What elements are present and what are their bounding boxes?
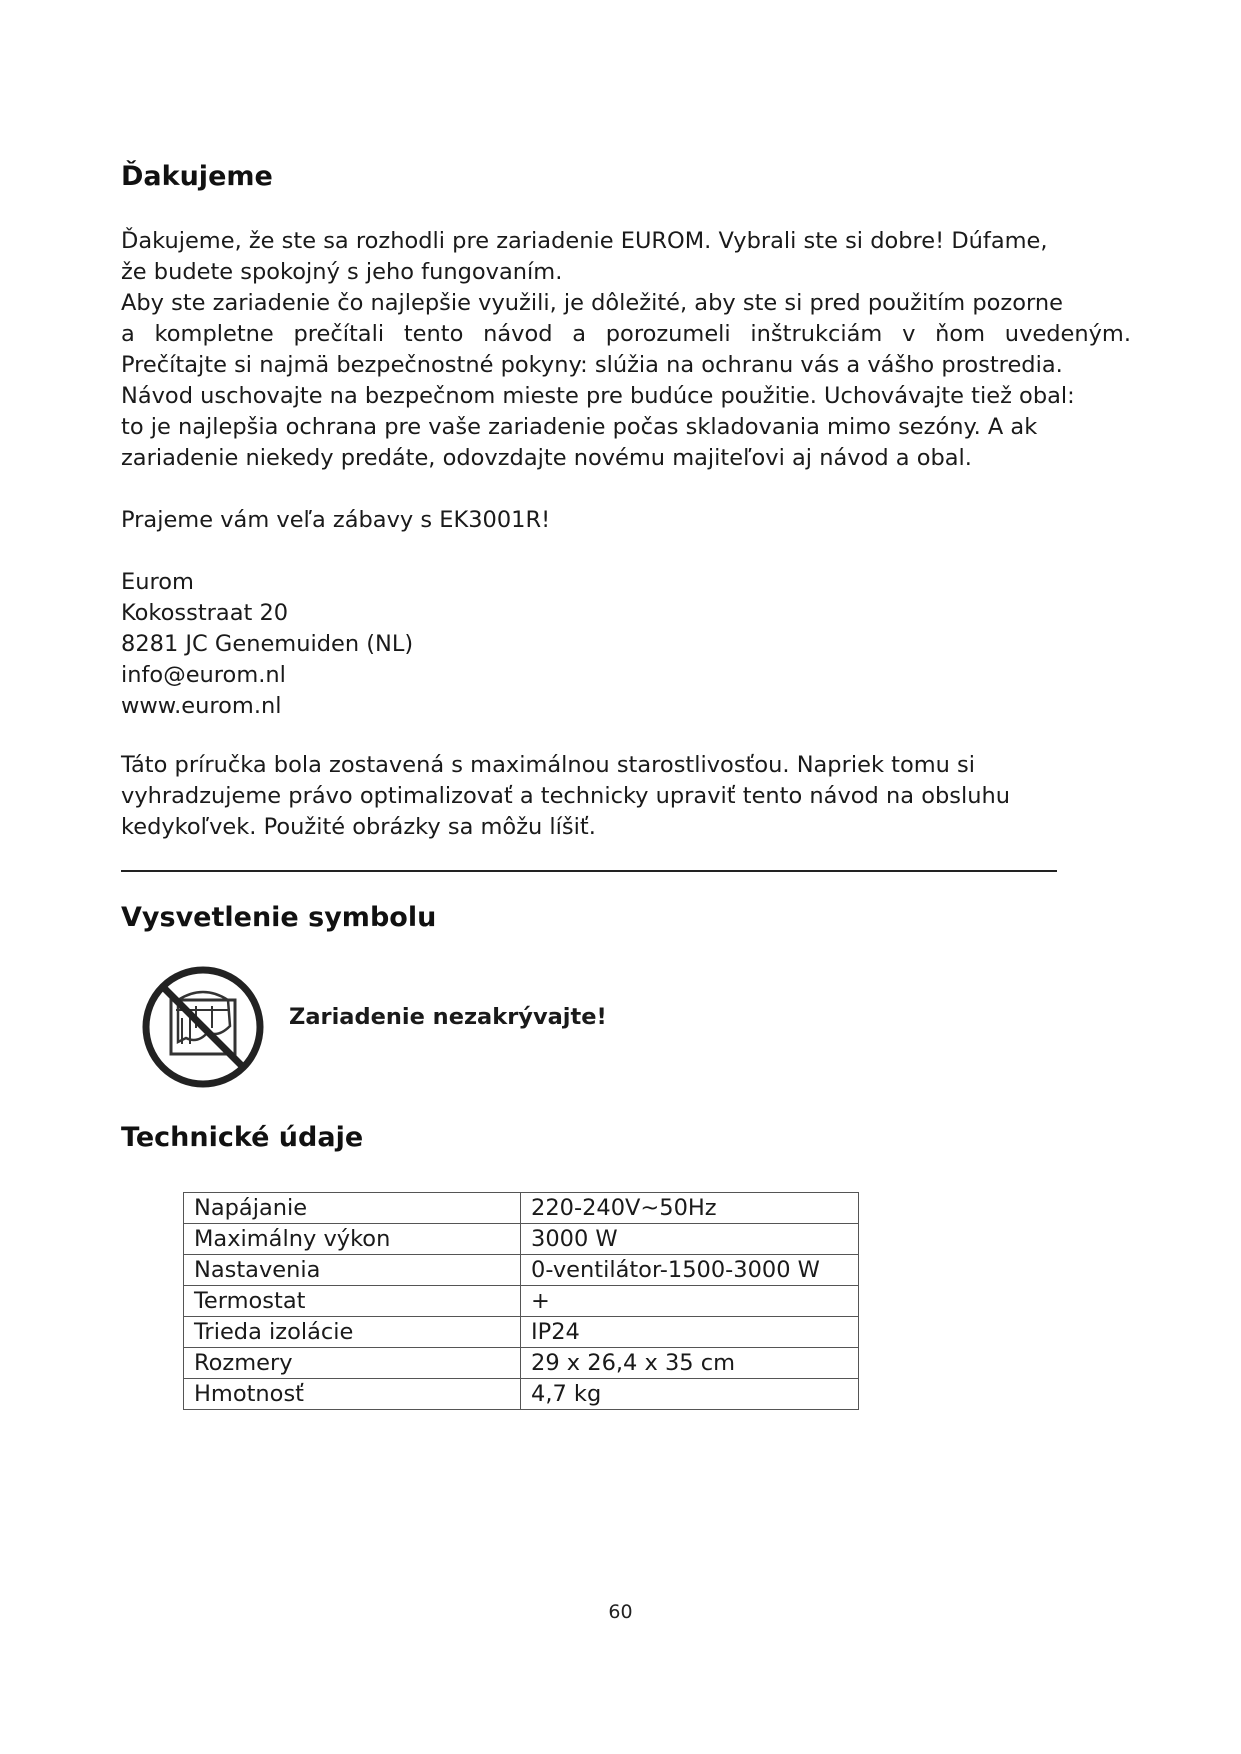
street-address: Kokosstraat 20 bbox=[121, 600, 289, 626]
disclaimer-line: kedykoľvek. Použité obrázky sa môžu líšiť. bbox=[121, 814, 596, 840]
disclaimer-paragraph bbox=[121, 750, 1131, 843]
thanks-paragraph bbox=[121, 226, 1131, 474]
thanks-line: Aby ste zariadenie čo najlepšie využili, je dôležité, aby ste si pred použitím pozorne bbox=[121, 290, 1063, 316]
symbol-label: Zariadenie nezakrývajte! bbox=[289, 1004, 607, 1030]
spec-value: 29 x 26,4 x 35 cm bbox=[521, 1348, 859, 1379]
thanks-line: Ďakujeme, že ste sa rozhodli pre zariadenie EUROM. Vybrali ste si dobre! Dúfame, bbox=[121, 228, 1048, 254]
wish-line: Prajeme vám veľa zábavy s EK3001R! bbox=[121, 507, 551, 533]
spec-value: 220-240V~50Hz bbox=[521, 1193, 859, 1224]
table-row bbox=[184, 1224, 859, 1255]
spec-value: IP24 bbox=[521, 1317, 859, 1348]
website: www.eurom.nl bbox=[121, 693, 282, 719]
disclaimer-line: vyhradzujeme právo optimalizovať a technicky upraviť tento návod na obsluhu bbox=[121, 783, 1010, 809]
section-divider bbox=[121, 870, 1057, 872]
thanks-line: to je najlepšia ochrana pre vaše zariadenie počas skladovania mimo sezóny. A ak bbox=[121, 414, 1038, 440]
spec-value: 0-ventilátor-1500-3000 W bbox=[521, 1255, 859, 1286]
thanks-line: Návod uschovajte na bezpečnom mieste pre budúce použitie. Uchovávajte tiež obal: bbox=[121, 383, 1075, 409]
address-block bbox=[121, 567, 1131, 722]
spec-label: Rozmery bbox=[184, 1348, 521, 1379]
symbols-heading: Vysvetlenie symbolu bbox=[121, 902, 437, 933]
city-address: 8281 JC Genemuiden (NL) bbox=[121, 631, 414, 657]
thanks-heading: Ďakujeme bbox=[121, 161, 273, 192]
thanks-line: Prečítajte si najmä bezpečnostné pokyny: slúžia na ochranu vás a vášho prostredia. bbox=[121, 352, 1063, 378]
table-row bbox=[184, 1379, 859, 1410]
spec-label: Nastavenia bbox=[184, 1255, 521, 1286]
spec-value: 4,7 kg bbox=[521, 1379, 859, 1410]
spec-label: Hmotnosť bbox=[184, 1379, 521, 1410]
spec-value: 3000 W bbox=[521, 1224, 859, 1255]
disclaimer-line: Táto príručka bola zostavená s maximálnou starostlivosťou. Napriek tomu si bbox=[121, 752, 976, 778]
thanks-line: zariadenie niekedy predáte, odovzdajte novému majiteľovi aj návod a obal. bbox=[121, 445, 972, 471]
spec-value: + bbox=[521, 1286, 859, 1317]
spec-label: Maximálny výkon bbox=[184, 1224, 521, 1255]
wish-line-block bbox=[121, 505, 1131, 536]
specs-table bbox=[183, 1192, 859, 1410]
do-not-cover-icon bbox=[138, 962, 268, 1092]
spec-label: Termostat bbox=[184, 1286, 521, 1317]
table-row bbox=[184, 1348, 859, 1379]
thanks-line: a kompletne prečítali tento návod a porozumeli inštrukciám v ňom uvedeným. bbox=[121, 321, 1131, 347]
thanks-line: že budete spokojný s jeho fungovaním. bbox=[121, 259, 563, 285]
table-row bbox=[184, 1317, 859, 1348]
spec-label: Trieda izolácie bbox=[184, 1317, 521, 1348]
spec-label: Napájanie bbox=[184, 1193, 521, 1224]
email-address: info@eurom.nl bbox=[121, 662, 286, 688]
table-row bbox=[184, 1193, 859, 1224]
table-row bbox=[184, 1255, 859, 1286]
page-number: 60 bbox=[608, 1601, 633, 1623]
company-name: Eurom bbox=[121, 569, 194, 595]
specs-heading: Technické údaje bbox=[121, 1122, 364, 1153]
table-row bbox=[184, 1286, 859, 1317]
